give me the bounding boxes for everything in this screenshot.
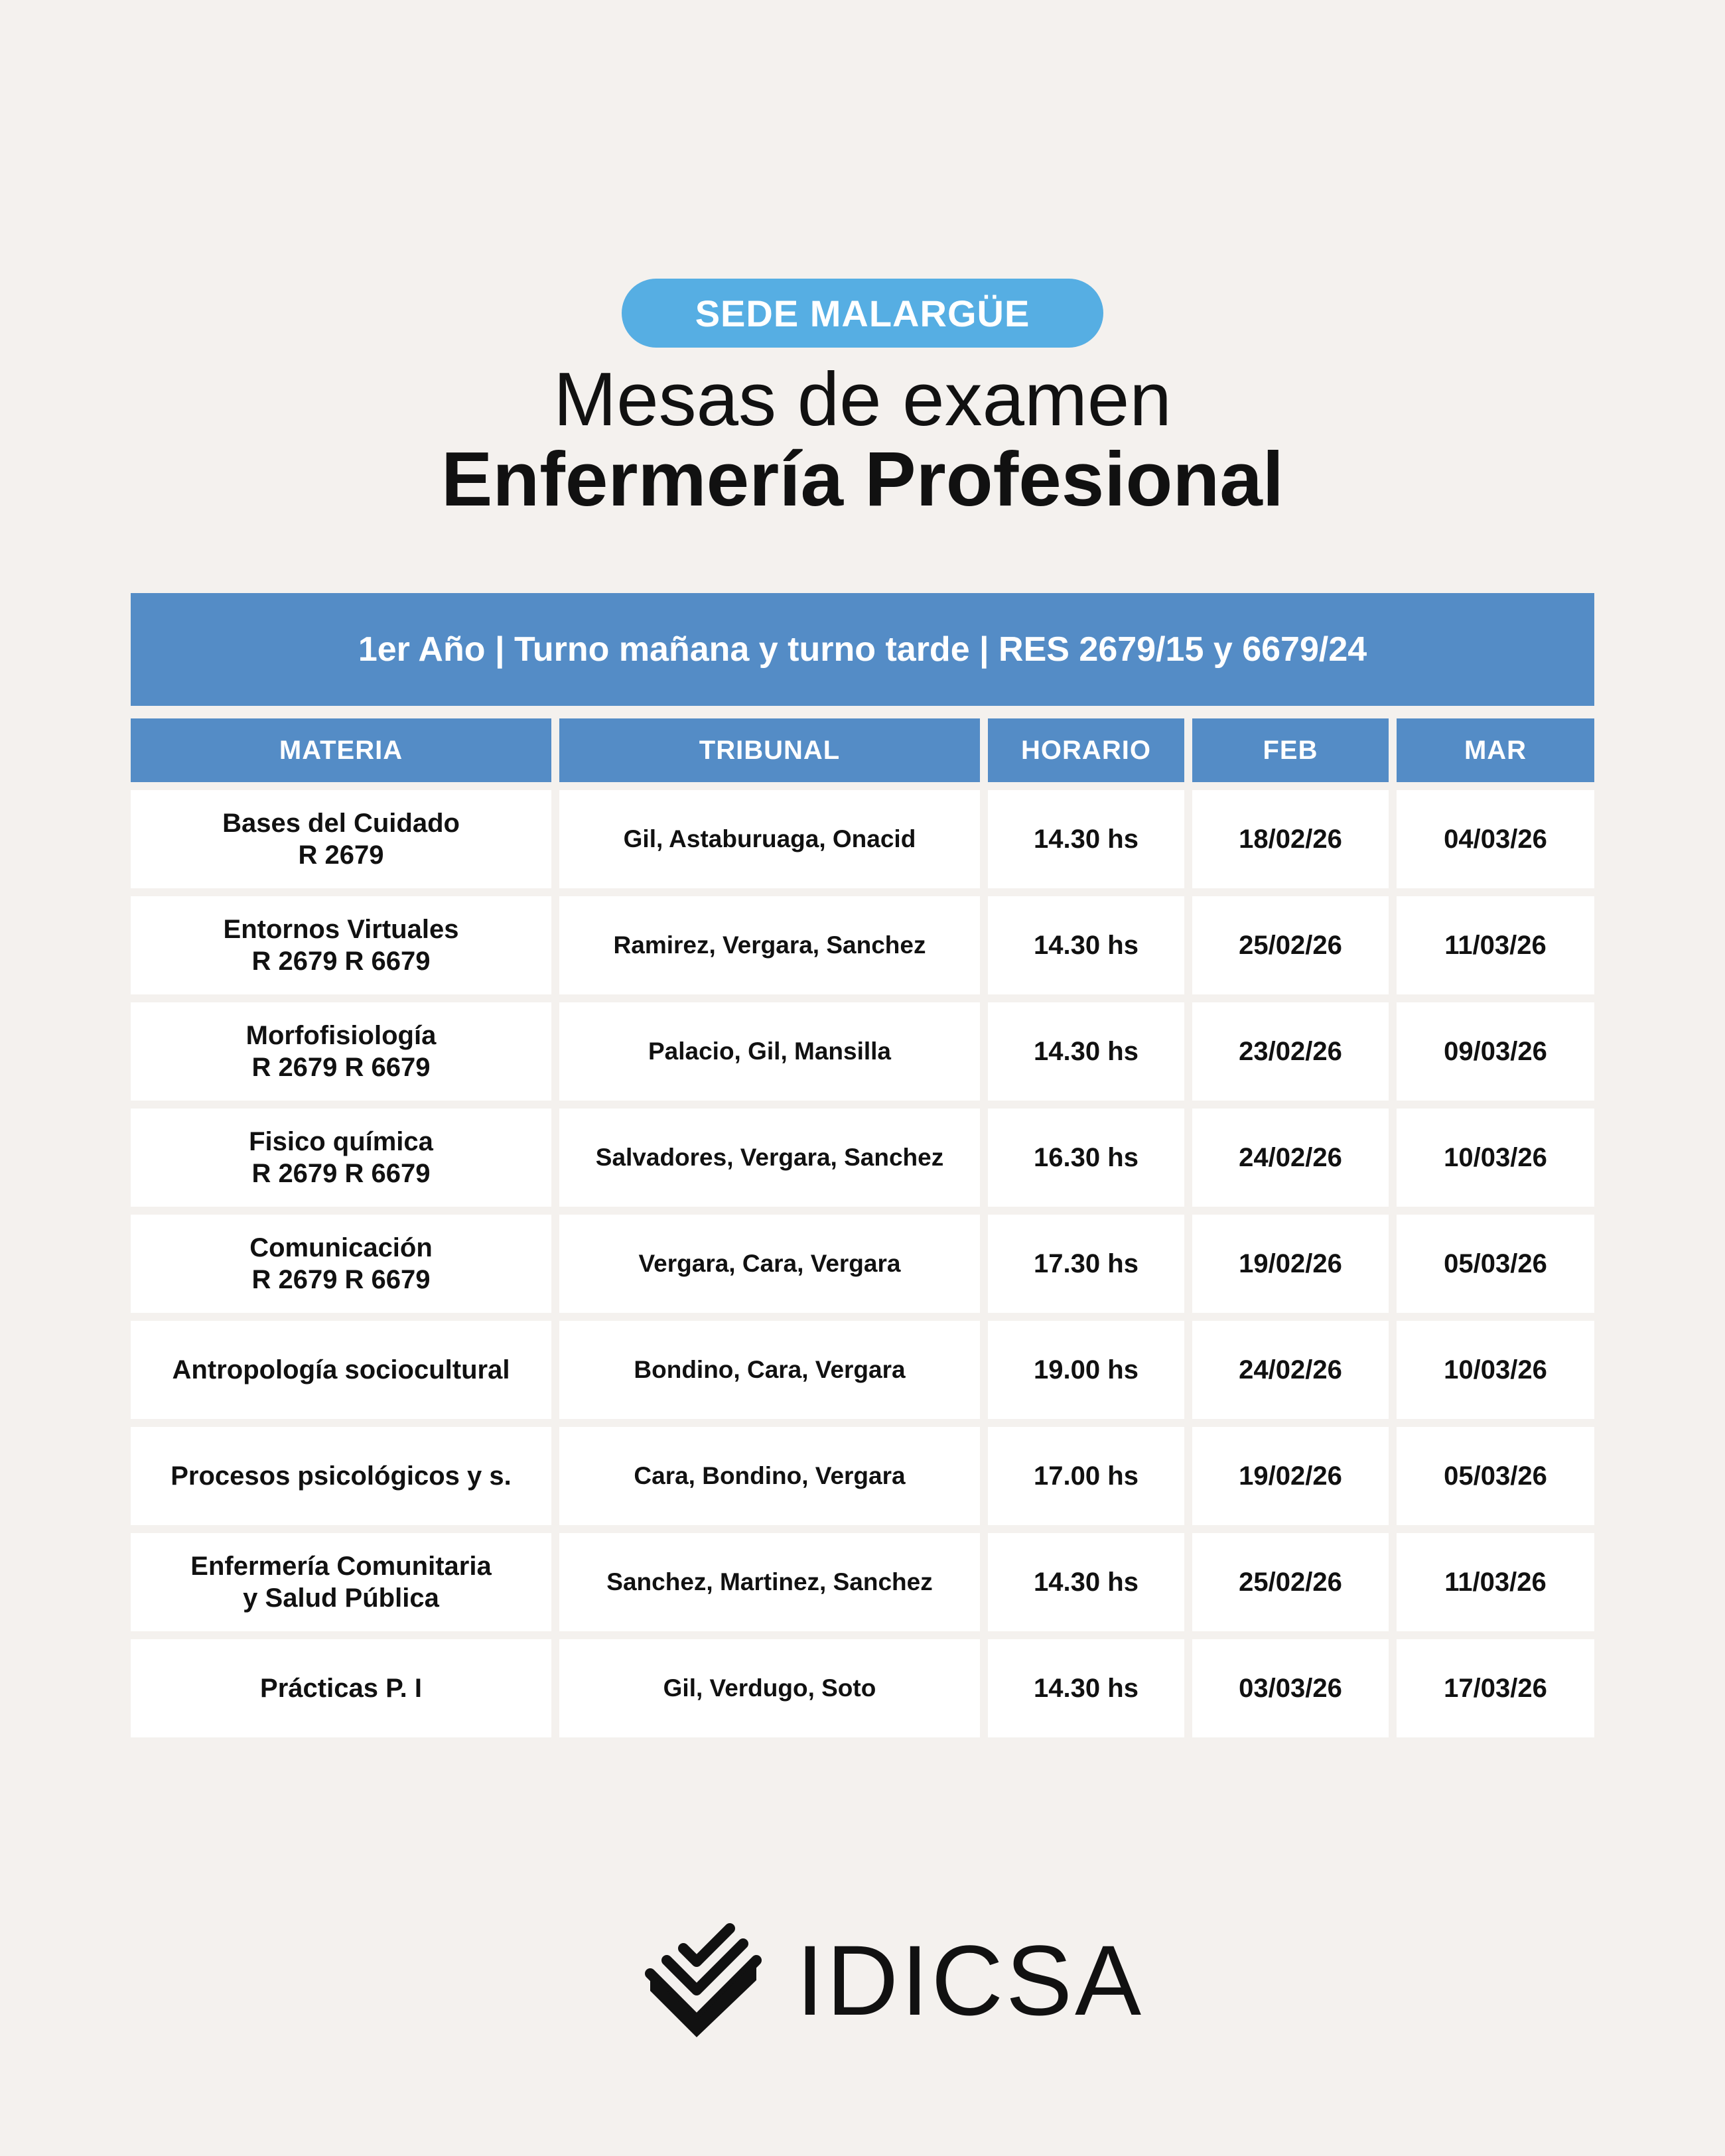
column-header-tribunal: TRIBUNAL <box>559 718 980 782</box>
page-title: Mesas de examen <box>553 358 1172 442</box>
table-row <box>131 1427 1594 1525</box>
mar-date-cell: 11/03/26 <box>1397 896 1594 994</box>
feb-date-cell: 24/02/26 <box>1192 1109 1389 1207</box>
materia-cell <box>131 1639 551 1737</box>
feb-date-cell: 18/02/26 <box>1192 790 1389 888</box>
materia-resolution: R 2679 R 6679 <box>251 1053 431 1082</box>
table-row <box>131 790 1594 888</box>
horario-cell: 17.30 hs <box>988 1215 1184 1313</box>
materia-resolution: R 2679 <box>298 841 384 870</box>
materia-cell <box>131 896 551 994</box>
feb-date-cell: 25/02/26 <box>1192 896 1389 994</box>
materia-name: Morfofisiología <box>245 1021 437 1050</box>
feb-date-cell: 03/03/26 <box>1192 1639 1389 1737</box>
tribunal-cell: Vergara, Cara, Vergara <box>559 1215 980 1313</box>
mar-date-cell: 04/03/26 <box>1397 790 1594 888</box>
mar-date-cell: 05/03/26 <box>1397 1427 1594 1525</box>
mar-date-cell: 09/03/26 <box>1397 1002 1594 1101</box>
materia-name: Entornos Virtuales <box>223 915 459 944</box>
tribunal-cell: Sanchez, Martinez, Sanchez <box>559 1533 980 1631</box>
tribunal-cell: Gil, Astaburuaga, Onacid <box>559 790 980 888</box>
materia-resolution: R 2679 R 6679 <box>251 1159 431 1188</box>
materia-name: Bases del Cuidado <box>222 809 460 838</box>
table-row <box>131 1002 1594 1101</box>
tribunal-cell: Palacio, Gil, Mansilla <box>559 1002 980 1101</box>
feb-date-cell: 23/02/26 <box>1192 1002 1389 1101</box>
horario-cell: 14.30 hs <box>988 1639 1184 1737</box>
idicsa-chevron-icon <box>637 1920 770 2040</box>
idicsa-logo <box>637 1917 1144 2043</box>
table-row <box>131 1215 1594 1313</box>
materia-cell <box>131 1321 551 1419</box>
horario-cell: 19.00 hs <box>988 1321 1184 1419</box>
table-row <box>131 1109 1594 1207</box>
tribunal-cell: Bondino, Cara, Vergara <box>559 1321 980 1419</box>
tribunal-cell: Gil, Verdugo, Soto <box>559 1639 980 1737</box>
materia-resolution: R 2679 R 6679 <box>251 1265 431 1294</box>
materia-cell <box>131 1109 551 1207</box>
mar-date-cell: 10/03/26 <box>1397 1321 1594 1419</box>
exam-schedule-table <box>131 718 1594 1745</box>
materia-cell <box>131 1215 551 1313</box>
materia-cell <box>131 1002 551 1101</box>
materia-name: Procesos psicológicos y s. <box>171 1461 512 1491</box>
column-header-mar: MAR <box>1397 718 1594 782</box>
materia-name: Comunicación <box>249 1233 433 1262</box>
materia-name: Enfermería Comunitaria <box>190 1552 492 1581</box>
feb-date-cell: 24/02/26 <box>1192 1321 1389 1419</box>
table-header-row <box>131 718 1594 782</box>
campus-badge: SEDE MALARGÜE <box>622 279 1103 348</box>
horario-cell: 14.30 hs <box>988 790 1184 888</box>
horario-cell: 17.00 hs <box>988 1427 1184 1525</box>
horario-cell: 14.30 hs <box>988 896 1184 994</box>
materia-cell <box>131 1533 551 1631</box>
table-row <box>131 1533 1594 1631</box>
idicsa-logo-text: IDICSA <box>796 1924 1144 2036</box>
materia-cell <box>131 790 551 888</box>
materia-resolution: y Salud Pública <box>243 1583 439 1613</box>
feb-date-cell: 25/02/26 <box>1192 1533 1389 1631</box>
tribunal-cell: Ramirez, Vergara, Sanchez <box>559 896 980 994</box>
materia-name: Prácticas P. I <box>260 1674 422 1703</box>
table-row <box>131 1321 1594 1419</box>
page-subtitle: Enfermería Profesional <box>441 436 1284 522</box>
mar-date-cell: 10/03/26 <box>1397 1109 1594 1207</box>
column-header-feb: FEB <box>1192 718 1389 782</box>
horario-cell: 14.30 hs <box>988 1002 1184 1101</box>
mar-date-cell: 17/03/26 <box>1397 1639 1594 1737</box>
materia-resolution: R 2679 R 6679 <box>251 947 431 976</box>
horario-cell: 14.30 hs <box>988 1533 1184 1631</box>
materia-cell <box>131 1427 551 1525</box>
table-row <box>131 896 1594 994</box>
feb-date-cell: 19/02/26 <box>1192 1427 1389 1525</box>
table-banner: 1er Año | Turno mañana y turno tarde | RES 2679/15 y 6679/24 <box>131 593 1594 706</box>
tribunal-cell: Cara, Bondino, Vergara <box>559 1427 980 1525</box>
tribunal-cell: Salvadores, Vergara, Sanchez <box>559 1109 980 1207</box>
mar-date-cell: 05/03/26 <box>1397 1215 1594 1313</box>
column-header-horario: HORARIO <box>988 718 1184 782</box>
table-body <box>131 790 1594 1737</box>
horario-cell: 16.30 hs <box>988 1109 1184 1207</box>
column-header-materia: MATERIA <box>131 718 551 782</box>
materia-name: Antropología sociocultural <box>172 1355 510 1384</box>
mar-date-cell: 11/03/26 <box>1397 1533 1594 1631</box>
table-row <box>131 1639 1594 1737</box>
materia-name: Fisico química <box>249 1127 433 1156</box>
feb-date-cell: 19/02/26 <box>1192 1215 1389 1313</box>
